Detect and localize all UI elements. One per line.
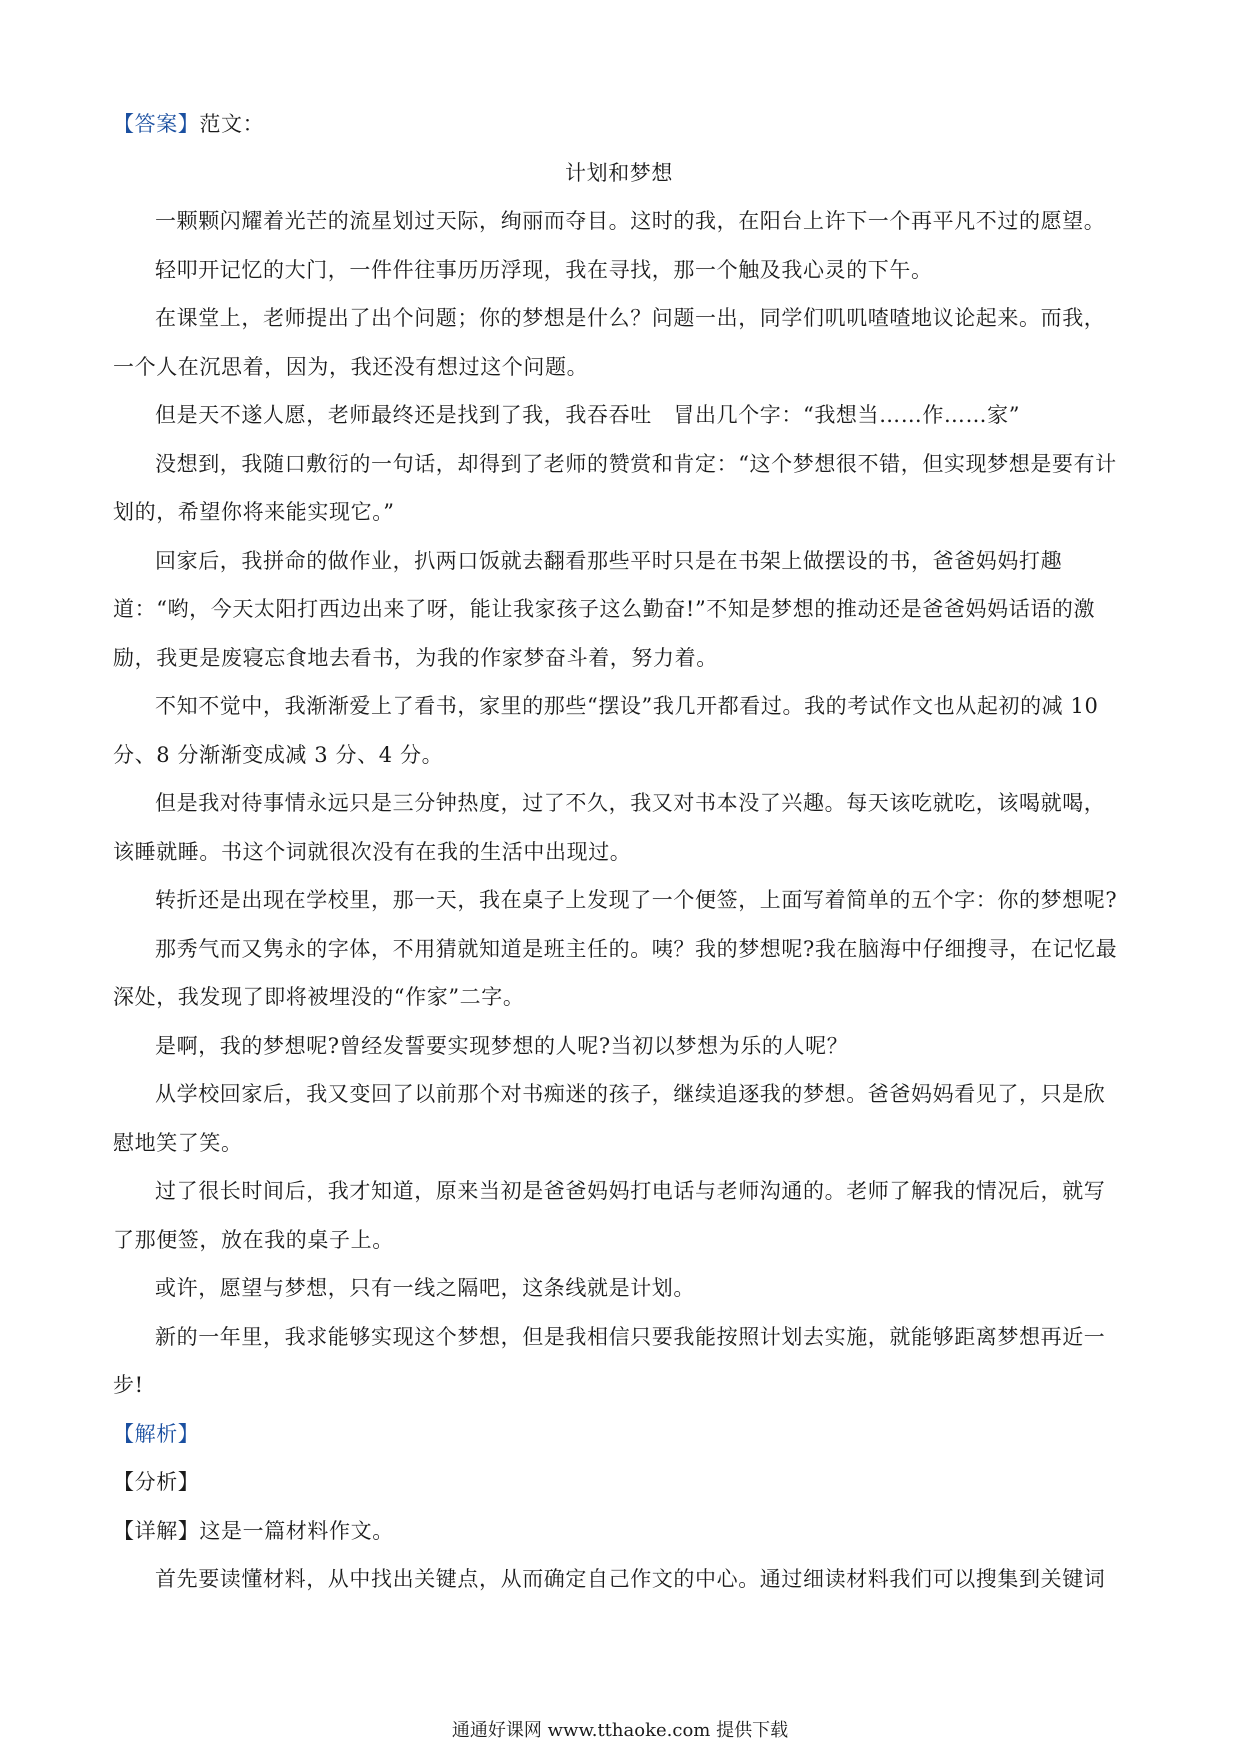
- essay-paragraph: 是啊，我的梦想呢?曾经发誓要实现梦想的人呢?当初以梦想为乐的人呢？: [155, 1033, 849, 1058]
- essay-paragraph: 从学校回家后，我又变回了以前那个对书痴迷的孩子，继续追逐我的梦想。爸爸妈妈看见了，只是欣慰地笑了笑。: [113, 1082, 1106, 1155]
- analysis-tag: 【解析】: [113, 1421, 200, 1446]
- essay-paragraph: 没想到，我随口敷衍的一句话，却得到了老师的赞赏和肯定：“这个梦想很不错，但实现梦想是要有计划的，希望你将来能实现它。”: [113, 451, 1117, 524]
- answer-label: 范文：: [199, 112, 265, 136]
- essay-paragraph: 新的一年里，我求能够实现这个梦想，但是我相信只要我能按照计划去实施，就能够距离梦想再近一步!: [113, 1324, 1106, 1397]
- essay-paragraph: 回家后，我拼命的做作业，扒两口饭就去翻看那些平时只是在书架上做摆设的书，爸爸妈妈打趣道：“哟，今天太阳打西边出来了呀，能让我家孩子这么勤奋!”不知是梦想的推动还是爸爸妈妈话语的激励，我更是废寝忘食地去看书，为我的作家梦奋斗着，努力着。: [113, 548, 1096, 670]
- essay-paragraph: 在课堂上，老师提出了出个问题；你的梦想是什么？问题一出，同学们叽叽喳喳地议论起来。而我，一个人在沉思着，因为，我还没有想过这个问题。: [113, 306, 1106, 379]
- analysis-heading: [113, 1410, 1125, 1459]
- document-content: [113, 100, 1125, 1604]
- essay-paragraph: 轻叩开记忆的大门，一件件往事历历浮现，我在寻找，那一个触及我心灵的下午。: [155, 257, 933, 282]
- fenxi-heading: [113, 1458, 1125, 1507]
- detail-heading: [113, 1507, 1125, 1556]
- essay-paragraph: 或许，愿望与梦想，只有一线之隔吧，这条线就是计划。: [155, 1276, 695, 1300]
- fenxi-tag: 【分析】: [113, 1470, 200, 1494]
- detail-tag: 【详解】: [113, 1518, 200, 1543]
- essay-paragraph: 那秀气而又隽永的字体，不用猜就知道是班主任的。咦？我的梦想呢?我在脑海中仔细搜寻，在记忆最深处，我发现了即将被埋没的“作家”二字。: [113, 936, 1118, 1009]
- page-footer: 通通好课网 www.tthaoke.com 提供下载: [451, 1720, 789, 1741]
- essay-title: 计划和梦想: [565, 160, 673, 185]
- essay-paragraph: 转折还是出现在学校里，那一天，我在桌子上发现了一个便签，上面写着简单的五个字：你的梦想呢?: [155, 888, 1118, 912]
- answer-heading: [113, 100, 1125, 149]
- answer-tag: 【答案】: [113, 112, 200, 136]
- essay-paragraph: 但是我对待事情永远只是三分钟热度，过了不久，我又对书本没了兴趣。每天该吃就吃，该喝就喝，该睡就睡。书这个词就很次没有在我的生活中出现过。: [113, 791, 1106, 864]
- essay-paragraph: 过了很长时间后，我才知道，原来当初是爸爸妈妈打电话与老师沟通的。老师了解我的情况后，就写了那便签，放在我的桌子上。: [113, 1179, 1106, 1252]
- analysis-paragraph: 首先要读懂材料，从中找出关键点，从而确定自己作文的中心。通过细读材料我们可以搜集到关键词: [155, 1567, 1106, 1591]
- essay-paragraph: 一颗颗闪耀着光芒的流星划过天际，绚丽而夺目。这时的我，在阳台上许下一个再平凡不过的愿望。: [155, 209, 1106, 233]
- essay-paragraph: 不知不觉中，我渐渐爱上了看书，家里的那些“摆设”我几开都看过。我的考试作文也从起初的减 10 分、8 分渐渐变成减 3 分、4 分。: [113, 694, 1099, 767]
- essay-paragraph: 但是天不遂人愿，老师最终还是找到了我，我吞吞吐 冒出几个字：“我想当……作……家”: [155, 403, 1021, 427]
- detail-text: 这是一篇材料作文。: [199, 1518, 394, 1543]
